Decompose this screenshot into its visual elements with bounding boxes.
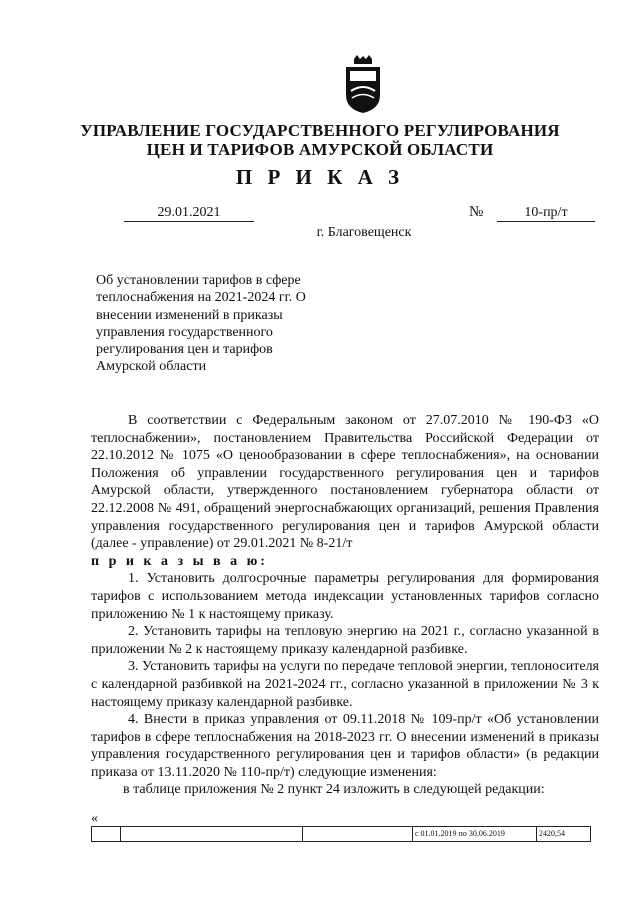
- table-intro: в таблице приложения № 2 пункт 24 изложить в следующей редакции:: [123, 782, 545, 798]
- order-subject: Об установлении тарифов в сфере теплоснабжения на 2021-2024 гг. О внесении изменений в приказы управления государственного регулирования цен и тарифов Амурской области: [96, 273, 306, 375]
- number-sign: №: [469, 204, 484, 220]
- period-cell: с 01.01.2019 по 30.06.2019: [412, 827, 507, 841]
- order-body: [91, 412, 599, 799]
- order-number: 10-пр/т: [497, 204, 595, 222]
- value-cell: 2420,54: [536, 827, 567, 841]
- coat-of-arms-icon: [342, 55, 384, 113]
- item-2: 2. Установить тарифы на тепловую энергию на 2021 г., согласно указанной в приложении № 2 к настоящему приказу календарной разбивке.: [91, 624, 599, 657]
- quote-open: «: [91, 811, 98, 826]
- table-row: [91, 826, 591, 842]
- item-3: 3. Установить тарифы на услуги по передаче тепловой энергии, теплоносителя с календарной разбивкой на 2021-2024 гг., согласно указанной в приложении № 3 к настоящему приказу календарной разбивке.: [91, 659, 599, 710]
- city: г. Благовещенск: [316, 225, 412, 240]
- item-1: 1. Установить долгосрочные параметры регулирования для формирования тарифов с использованием метода индексации установленных тарифов согласно приложению № 1 к настоящему приказу.: [91, 571, 599, 622]
- document-title: П Р И К А З: [235, 165, 405, 189]
- item-4: 4. Внести в приказ управления от 09.11.2018 № 109-пр/т «Об установлении тарифов в сфере теплоснабжения на 2018-2023 гг. О внесении изменений в приказы управления государственного регулирования цен и тарифов области» (в редакции приказа от 13.11.2020 № 110-пр/т) следующие изменения:: [91, 712, 599, 780]
- org-name-line2: ЦЕН И ТАРИФОВ АМУРСКОЙ ОБЛАСТИ: [146, 140, 494, 159]
- org-name-line1: УПРАВЛЕНИЕ ГОСУДАРСТВЕННОГО РЕГУЛИРОВАНИЯ: [80, 121, 560, 140]
- order-word: п р и к а з ы в а ю:: [91, 553, 268, 569]
- preamble: В соответствии с Федеральным законом от 27.07.2010 № 190-ФЗ «О теплоснабжении», постановлением Правительства Российской Федерации от 22.10.2012 № 1075 «О ценообразовании в сфере теплоснабжения», на основании Положения об управлении государственного регулирования цен и тарифов Амурской области, утвержденного постановлением губернатора области от 22.12.2008 № 491, обращений энергоснабжающих организаций, решения Правления управления государственного регулирования цен и тарифов Амурской области (далее - управление) от 29.01.2021 № 8-21/т: [91, 413, 599, 552]
- order-date: 29.01.2021: [124, 204, 254, 222]
